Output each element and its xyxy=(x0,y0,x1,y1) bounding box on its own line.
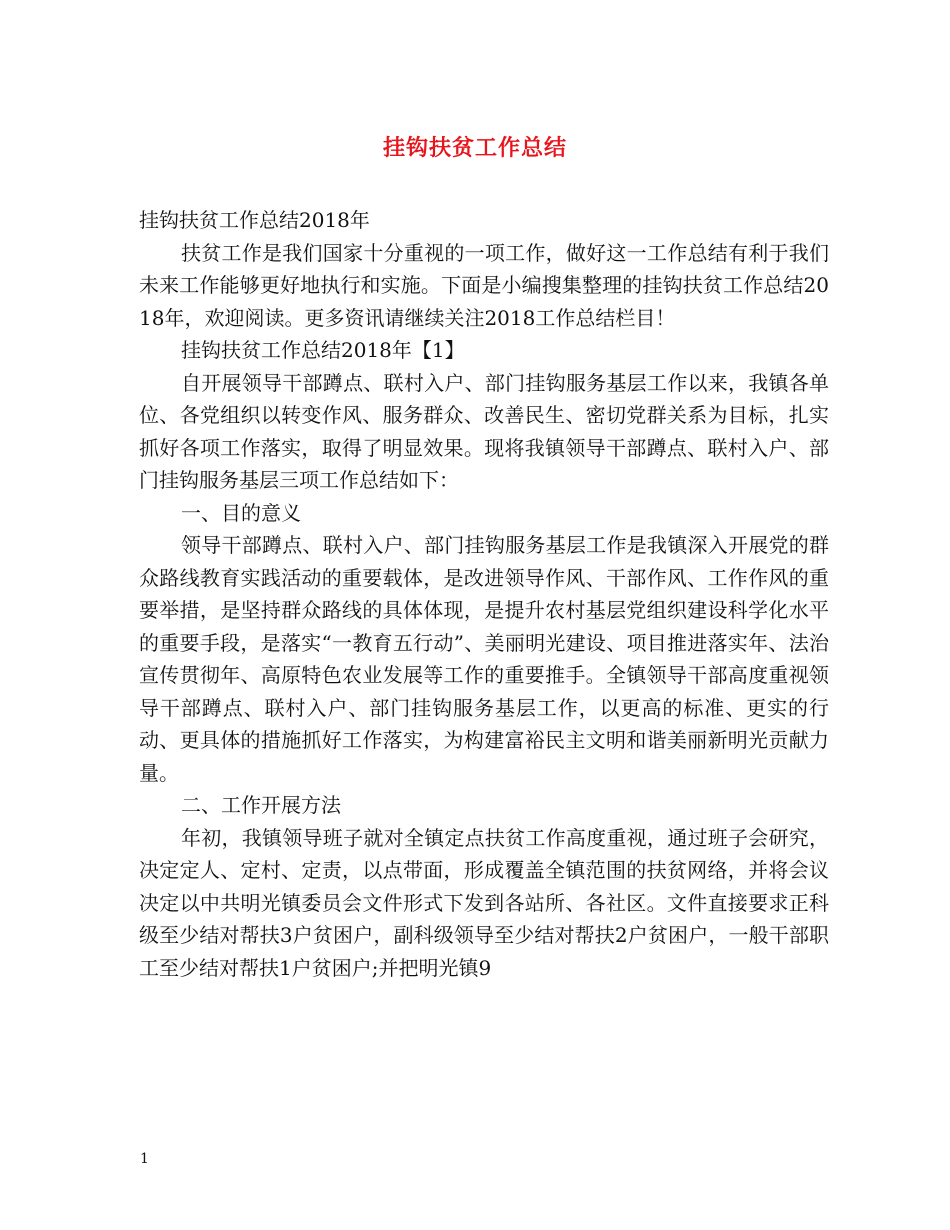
paragraph: 二、工作开展方法 xyxy=(181,793,341,817)
paragraph: 一、目的意义 xyxy=(181,500,301,525)
document-body xyxy=(139,204,829,984)
paragraph: 挂钩扶贫工作总结2018年【1】 xyxy=(181,338,465,362)
paragraph: 领导干部蹲点、联村入户、部门挂钩服务基层工作是我镇深入开展党的群众路线教育实践活动的重要载体，是改进领导作风、干部作风、工作作风的重要举措，是坚持群众路线的具体体现，是提升农村基层党组织建设科学化水平的重要手段，是落实“一教育五行动”、美丽明光建设、项目推进落实年、法治宣传贯彻年、高原特色农业发展等工作的重要推手。全镇领导干部高度重视领导干部蹲点、联村入户、部门挂钩服务基层工作，以更高的标准、更实的行动、更具体的措施抓好工作落实，为构建富裕民主文明和谐美丽新明光贡献力量。 xyxy=(139,533,829,785)
paragraph: 扶贫工作是我们国家十分重视的一项工作，做好这一工作总结有利于我们未来工作能够更好地执行和实施。下面是小编搜集整理的挂钩扶贫工作总结2018年，欢迎阅读。更多资讯请继续关注2018工作总结栏目！ xyxy=(139,240,829,330)
paragraph: 年初，我镇领导班子就对全镇定点扶贫工作高度重视，通过班子会研究，决定定人、定村、定责，以点带面，形成覆盖全镇范围的扶贫网络，并将会议决定以中共明光镇委员会文件形式下发到各站所、各社区。文件直接要求正科级至少结对帮扶3户贫困户，副科级领导至少结对帮扶2户贫困户，一般干部职工至少结对帮扶1户贫困户;并把明光镇9 xyxy=(139,825,829,980)
paragraph: 自开展领导干部蹲点、联村入户、部门挂钩服务基层工作以来，我镇各单位、各党组织以转变作风、服务群众、改善民生、密切党群关系为目标，扎实抓好各项工作落实，取得了明显效果。现将我镇领导干部蹲点、联村入户、部门挂钩服务基层三项工作总结如下： xyxy=(139,370,829,492)
page-number: 1 xyxy=(140,1151,149,1167)
paragraph: 挂钩扶贫工作总结2018年 xyxy=(139,208,370,232)
document-title: 挂钩扶贫工作总结 xyxy=(382,135,567,161)
